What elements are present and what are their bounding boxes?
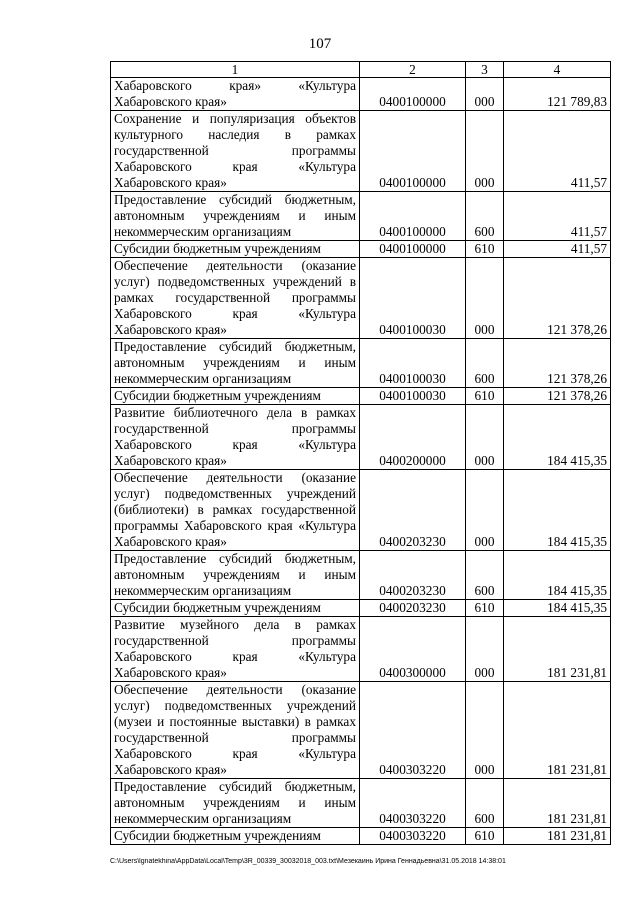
row-type: 000 xyxy=(466,258,504,339)
row-name: Предоставление субсидий бюджетным, автономным учреждениям и иным некоммерческим организациям xyxy=(111,339,360,388)
row-amount: 121 378,26 xyxy=(504,258,611,339)
row-amount: 181 231,81 xyxy=(504,779,611,828)
row-type: 600 xyxy=(466,779,504,828)
row-name: Обеспечение деятельности (оказание услуг) подведомственных учреждений (музеи и постоянные выставки) в рамках государственной программы Хабаровского края «Культура Хабаровского края» xyxy=(111,682,360,779)
table-row xyxy=(111,258,611,339)
row-amount: 411,57 xyxy=(504,241,611,258)
row-name: Хабаровского края» «Культура Хабаровского края» xyxy=(111,78,360,111)
row-amount: 181 231,81 xyxy=(504,682,611,779)
row-code: 0400203230 xyxy=(360,551,466,600)
table-row xyxy=(111,600,611,617)
header-col-1: 1 xyxy=(111,62,360,78)
row-type: 000 xyxy=(466,111,504,192)
row-type: 610 xyxy=(466,241,504,258)
row-name: Субсидии бюджетным учреждениям xyxy=(111,388,360,405)
row-code: 0400100000 xyxy=(360,241,466,258)
row-name: Предоставление субсидий бюджетным, автономным учреждениям и иным некоммерческим организациям xyxy=(111,779,360,828)
row-type: 000 xyxy=(466,682,504,779)
table-row xyxy=(111,111,611,192)
row-name: Субсидии бюджетным учреждениям xyxy=(111,828,360,845)
row-amount: 184 415,35 xyxy=(504,405,611,470)
table-row xyxy=(111,339,611,388)
table-row xyxy=(111,405,611,470)
page-number: 107 xyxy=(308,36,332,52)
row-code: 0400100000 xyxy=(360,192,466,241)
row-amount: 184 415,35 xyxy=(504,470,611,551)
table-row xyxy=(111,682,611,779)
row-code: 0400100000 xyxy=(360,78,466,111)
table-row xyxy=(111,192,611,241)
footer-file-path: C:\Users\lgnatekhina\AppData\Local\Temp\3R_00339_30032018_003.txt\Мезекаинь Ирина Геннадьевна\31.05.2018 14:38:01 xyxy=(110,858,506,865)
row-type: 610 xyxy=(466,828,504,845)
table-row xyxy=(111,779,611,828)
header-col-2: 2 xyxy=(360,62,466,78)
row-amount: 181 231,81 xyxy=(504,828,611,845)
row-name: Развитие музейного дела в рамках государственной программы Хабаровского края «Культура Хабаровского края» xyxy=(111,617,360,682)
row-name: Сохранение и популяризация объектов культурного наследия в рамках государственной программы Хабаровского края «Культура Хабаровского края» xyxy=(111,111,360,192)
row-name: Развитие библиотечного дела в рамках государственной программы Хабаровского края «Культура Хабаровского края» xyxy=(111,405,360,470)
table-row xyxy=(111,828,611,845)
row-name: Обеспечение деятельности (оказание услуг) подведомственных учреждений в рамках государственной программы Хабаровского края «Культура Хабаровского края» xyxy=(111,258,360,339)
row-amount: 121 378,26 xyxy=(504,388,611,405)
row-amount: 121 789,83 xyxy=(504,78,611,111)
row-type: 600 xyxy=(466,339,504,388)
row-name: Обеспечение деятельности (оказание услуг) подведомственных учреждений (библиотеки) в рамках государственной программы Хабаровского края «Культура Хабаровского края» xyxy=(111,470,360,551)
table-row xyxy=(111,470,611,551)
row-amount: 411,57 xyxy=(504,111,611,192)
row-code: 0400100030 xyxy=(360,258,466,339)
row-name: Предоставление субсидий бюджетным, автономным учреждениям и иным некоммерческим организациям xyxy=(111,551,360,600)
table-row xyxy=(111,551,611,600)
row-type: 610 xyxy=(466,388,504,405)
header-col-3: 3 xyxy=(466,62,504,78)
row-code: 0400100030 xyxy=(360,339,466,388)
row-code: 0400300000 xyxy=(360,617,466,682)
row-type: 000 xyxy=(466,617,504,682)
row-type: 000 xyxy=(466,78,504,111)
table-header-row xyxy=(111,62,611,78)
row-type: 610 xyxy=(466,600,504,617)
row-type: 000 xyxy=(466,405,504,470)
table-row xyxy=(111,78,611,111)
row-type: 000 xyxy=(466,470,504,551)
row-amount: 181 231,81 xyxy=(504,617,611,682)
row-code: 0400303220 xyxy=(360,682,466,779)
row-code: 0400200000 xyxy=(360,405,466,470)
row-code: 0400303220 xyxy=(360,828,466,845)
table-row xyxy=(111,241,611,258)
row-code: 0400303220 xyxy=(360,779,466,828)
budget-table xyxy=(110,61,611,845)
row-amount: 121 378,26 xyxy=(504,339,611,388)
row-type: 600 xyxy=(466,192,504,241)
row-amount: 411,57 xyxy=(504,192,611,241)
row-name: Субсидии бюджетным учреждениям xyxy=(111,600,360,617)
row-code: 0400203230 xyxy=(360,600,466,617)
row-code: 0400100000 xyxy=(360,111,466,192)
table-row xyxy=(111,617,611,682)
row-code: 0400100030 xyxy=(360,388,466,405)
row-name: Субсидии бюджетным учреждениям xyxy=(111,241,360,258)
header-col-4: 4 xyxy=(504,62,611,78)
row-amount: 184 415,35 xyxy=(504,600,611,617)
row-amount: 184 415,35 xyxy=(504,551,611,600)
row-code: 0400203230 xyxy=(360,470,466,551)
table-row xyxy=(111,388,611,405)
row-type: 600 xyxy=(466,551,504,600)
row-name: Предоставление субсидий бюджетным, автономным учреждениям и иным некоммерческим организациям xyxy=(111,192,360,241)
